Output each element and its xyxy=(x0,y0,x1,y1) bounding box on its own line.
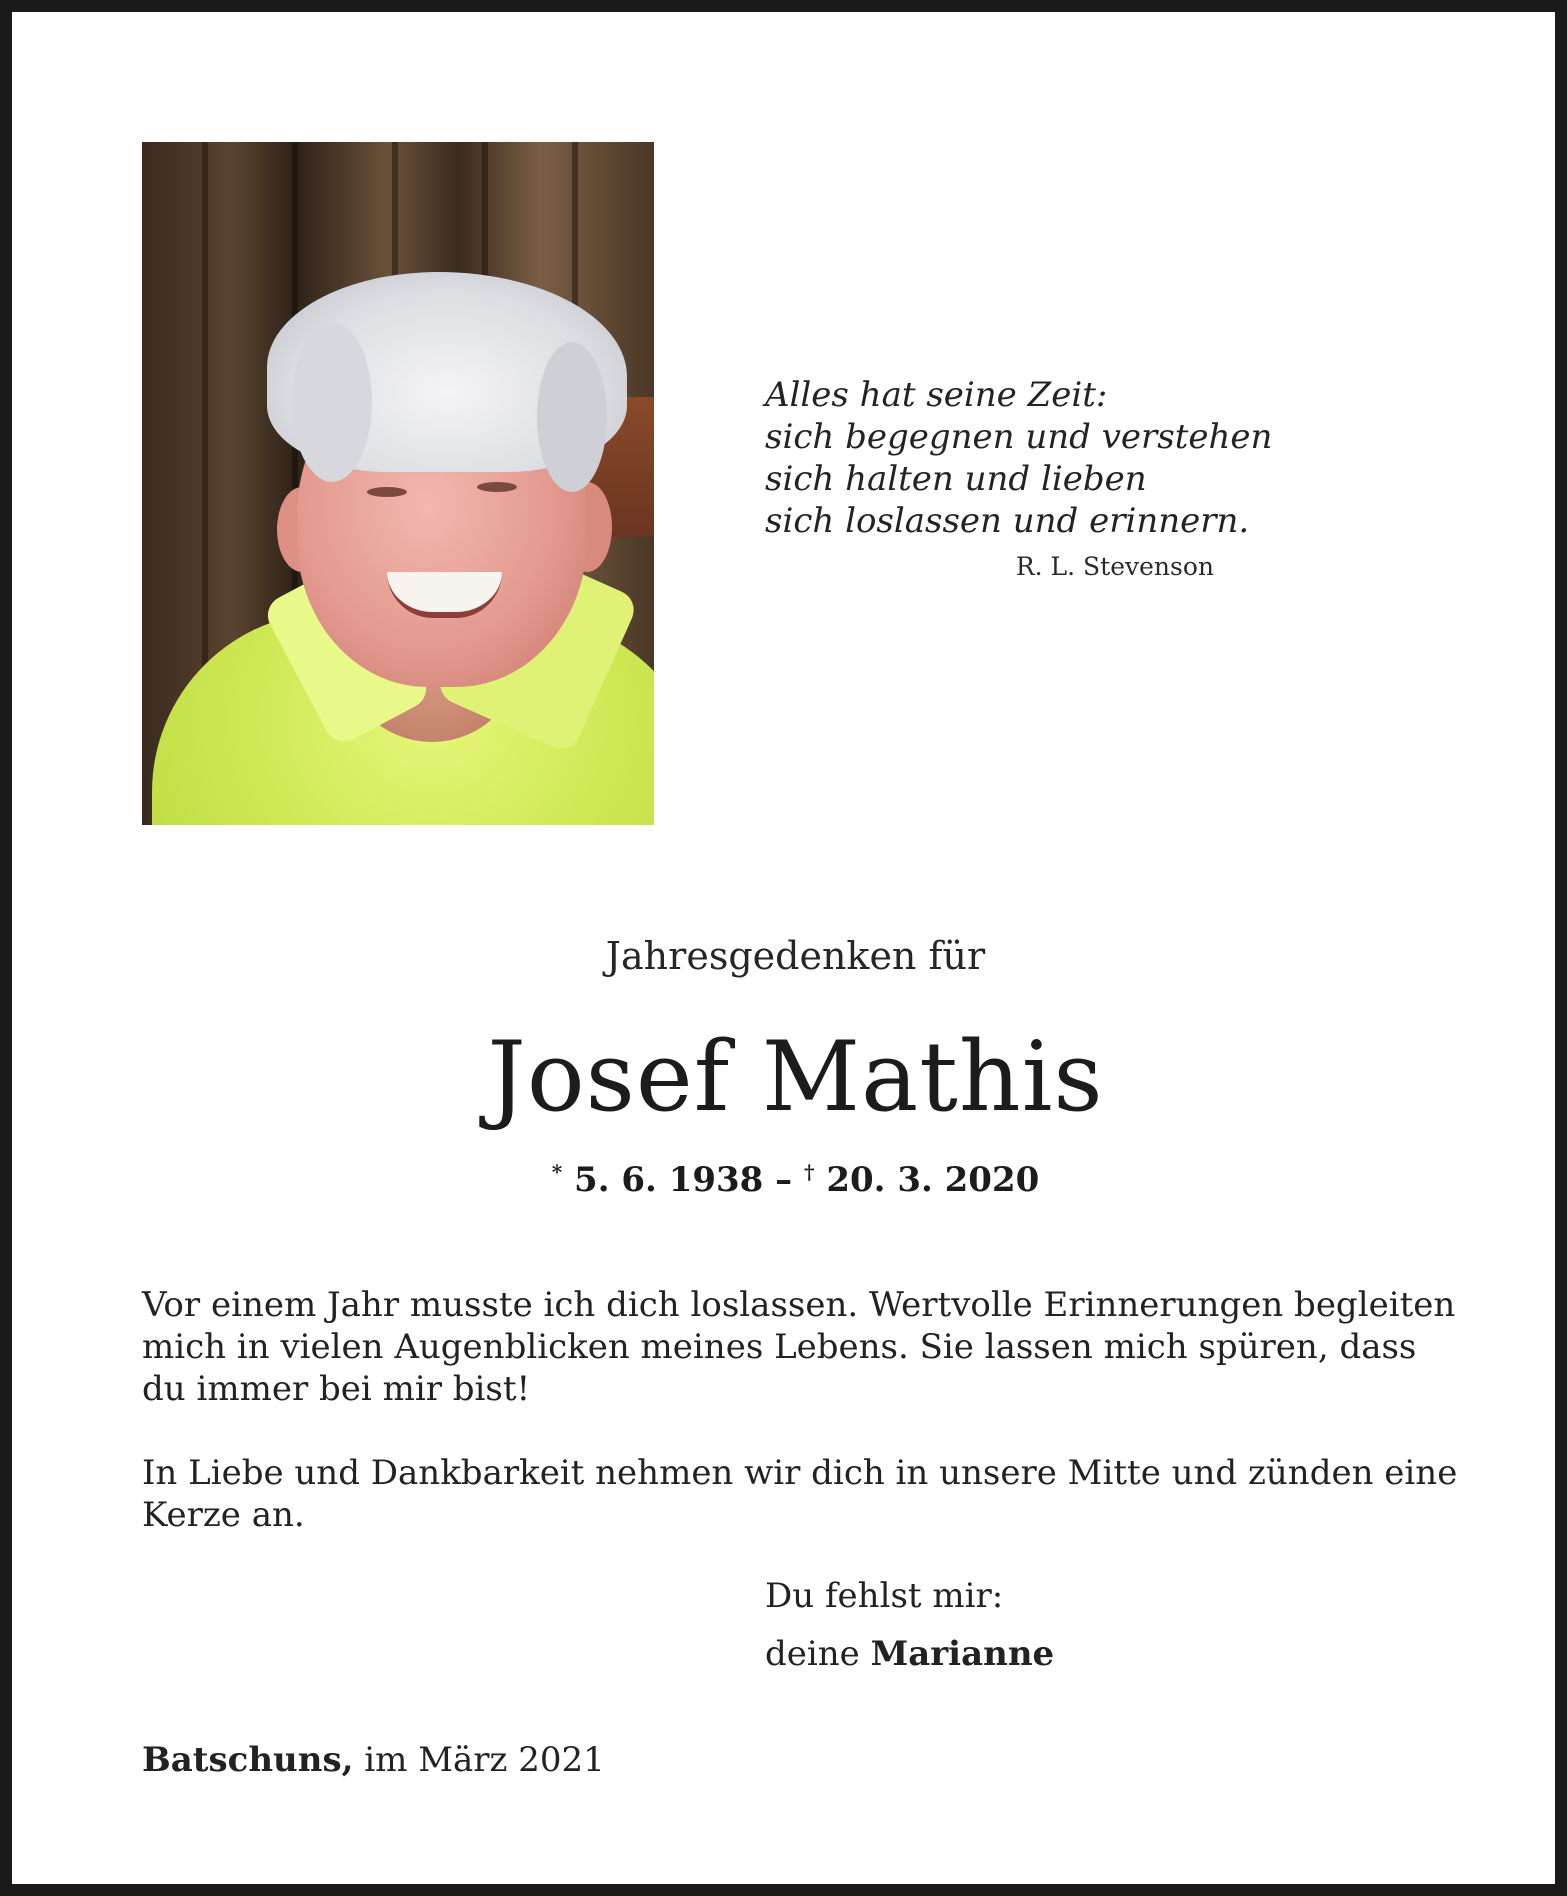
place-date xyxy=(142,1740,605,1780)
quote-line: sich begegnen und verstehen xyxy=(765,417,1273,457)
birth-symbol: * xyxy=(551,1160,563,1184)
signoff-line: Du fehlst mir: xyxy=(765,1576,1004,1616)
body-paragraph-2: In Liebe und Dankbarkeit nehmen wir dich in unsere Mitte und zünden eine Kerze an. xyxy=(142,1453,1458,1535)
signoff xyxy=(765,1567,1054,1683)
place-name: Batschuns, xyxy=(142,1740,354,1780)
quote-line: sich halten und lieben xyxy=(765,459,1147,499)
portrait-photo xyxy=(142,142,654,825)
signoff-name: Marianne xyxy=(870,1634,1055,1674)
signoff-prefix: deine xyxy=(765,1634,860,1674)
deceased-name: Josef Mathis xyxy=(487,1021,1104,1133)
death-symbol: † xyxy=(804,1160,815,1184)
place-date-text: im März 2021 xyxy=(364,1740,605,1780)
quote-author: R. L. Stevenson xyxy=(1015,552,1214,581)
signoff-signature xyxy=(765,1625,1054,1683)
death-date: 20. 3. 2020 xyxy=(826,1160,1040,1200)
body-paragraph-1: Vor einem Jahr musste ich dich loslassen. Wertvolle Erinnerungen begleiten mich in vielen Augenblicken meines Lebens. Sie lassen mich spüren, dass du immer bei mir bist! xyxy=(142,1285,1456,1409)
quote-line: sich loslassen und erinnern. xyxy=(765,501,1250,541)
birth-date: 5. 6. 1938 xyxy=(574,1160,764,1200)
quote xyxy=(765,374,1272,542)
life-dates xyxy=(12,1160,1567,1200)
date-separator: – xyxy=(775,1160,793,1200)
memorial-intro: Jahresgedenken für xyxy=(605,934,986,978)
quote-line: Alles hat seine Zeit: xyxy=(765,375,1108,415)
